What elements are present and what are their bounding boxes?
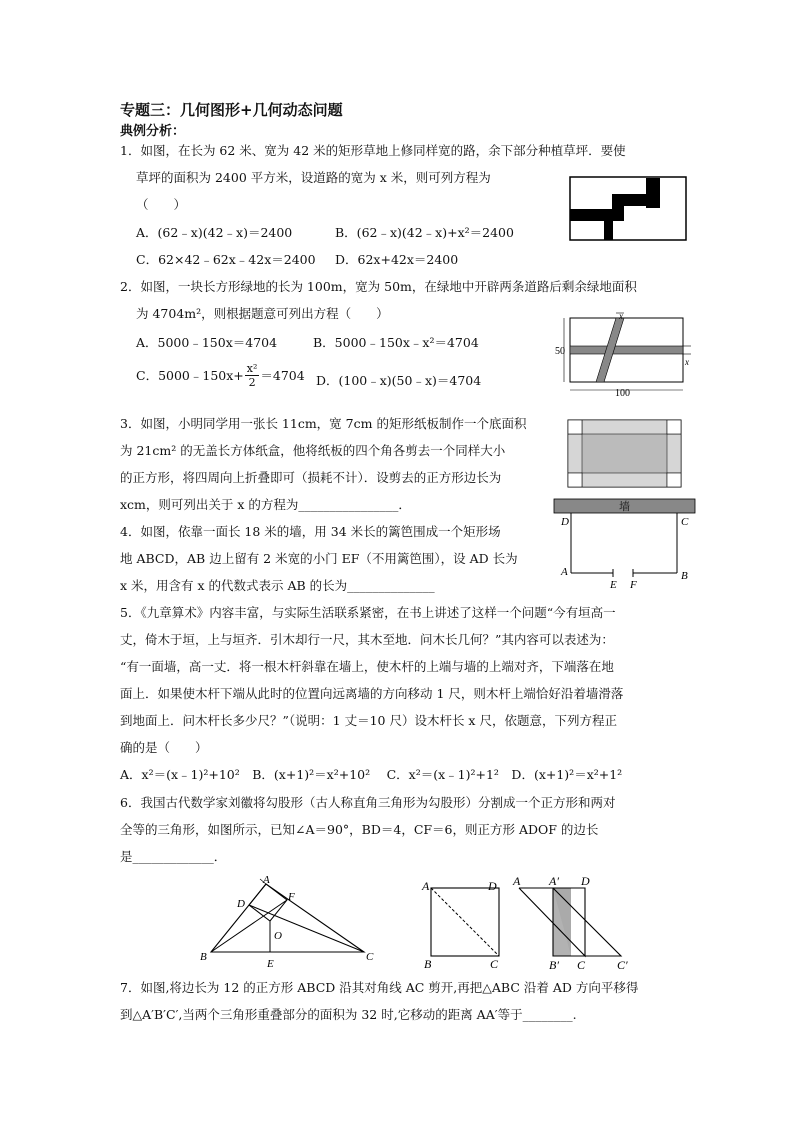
q7-fig2-label-a: A: [513, 874, 521, 888]
q4-line-3: x 米，用含有 x 的代数式表示 AB 的长为______________: [120, 578, 435, 593]
q5-line-6: 确的是（ ）: [120, 740, 208, 755]
q3-corner-cut-br: [667, 473, 681, 487]
q7-triangle-acd: [519, 888, 585, 956]
q4-label-b: B: [681, 570, 688, 582]
q7-fig2-label-b1: B′: [549, 958, 559, 970]
q7-diagonal-ac: [431, 888, 499, 956]
q1-option-b: B．(62﹣x)(42﹣x)+x²＝2400: [335, 225, 514, 240]
q2-road-figure: [553, 308, 695, 400]
q2-option-d: D．(100﹣x)(50﹣x)＝4704: [316, 373, 482, 388]
q4-label-a: A: [561, 566, 568, 578]
q6-square-adof: [249, 884, 287, 921]
q4-label-e: E: [610, 579, 617, 589]
q3-flap-left: [568, 434, 582, 473]
section-subtitle: 典例分析：: [120, 124, 186, 139]
q3-corner-cut-tr: [667, 420, 681, 434]
q6-line-2: 全等的三角形，如图所示，已知∠A＝90°，BD＝4，CF＝6，则正方形 ADOF 的边长: [120, 822, 599, 837]
q6-label-o: O: [274, 930, 282, 942]
q7-fig1-label-c: C: [490, 957, 499, 970]
q7-line-2: 到△A′B′C′,当两个三角形重叠部分的面积为 32 时,它移动的距离 AA′等于________.: [120, 1007, 577, 1022]
q1-option-c: C．62×42﹣62x﹣42x＝2400: [136, 252, 316, 267]
q4-label-f: F: [630, 579, 637, 589]
q1-option-a: A．(62﹣x)(42﹣x)＝2400: [136, 225, 293, 240]
q6-line-bf: [211, 900, 287, 952]
q2-fraction-numerator: x²: [246, 362, 258, 375]
q4-label-c: C: [681, 516, 689, 528]
page-title: 专题三：几何图形+几何动态问题: [120, 101, 343, 119]
q1-road-segment-1: [604, 209, 613, 240]
q7-line-1: 7．如图,将边长为 12 的正方形 ABCD 沿其对角线 AC 剪开,再把△ABC 沿着 AD 方向平移得: [120, 980, 639, 995]
q2-x-label-right: x: [685, 357, 689, 367]
q1-line-2: 草坪的面积为 2400 平方米，设道路的宽为 x 米，则可列方程为: [136, 170, 491, 185]
q3-line-2: 为 21cm² 的无盖长方体纸盒，他将纸板的四个角各剪去一个同样大小: [120, 443, 506, 458]
q7-fig2-label-d: D: [581, 874, 590, 888]
q2-option-c-fraction: [245, 362, 260, 389]
q2-line-2: 为 4704m²，则根据题意可列出方程（ ）: [136, 306, 389, 321]
q1-line-3: （ ）: [136, 197, 187, 212]
q6-line-3: 是_____________．: [120, 849, 227, 864]
q3-box-figure: [566, 418, 684, 490]
q3-base-area: [582, 434, 667, 473]
q2-x-label-top: x: [619, 311, 623, 321]
q7-fig2-label-a1: A′: [549, 874, 559, 888]
q2-option-b: B．5000﹣150x﹣x²＝4704: [313, 335, 479, 350]
q5-line-5: 到地面上．问木杆长多少尺？”（说明：1 丈＝10 尺）设木杆长 x 尺，依题意，下列方程正: [120, 713, 617, 728]
q2-width-label: 50: [555, 346, 565, 357]
q3-line-1: 3．如图，小明同学用一张长 11cm，宽 7cm 的矩形纸板制作一个底面积: [120, 416, 527, 431]
q6-label-f: F: [288, 891, 295, 903]
q2-length-label: 100: [615, 388, 630, 399]
q3-flap-bottom: [582, 473, 667, 487]
q4-label-d: D: [561, 516, 569, 528]
q3-corner-cut-bl: [568, 473, 582, 487]
q7-square-figure: [418, 872, 518, 970]
q1-road-figure: [568, 175, 690, 243]
q7-translation-figure: [505, 872, 635, 970]
q1-lawn-rect: [570, 177, 686, 240]
q2-option-c-prefix: C．5000﹣150x+: [136, 367, 244, 383]
q2-horizontal-road: [570, 346, 683, 354]
q6-line-1: 6．我国古代数学家刘徽将勾股形（古人称直角三角形为勾股形）分割成一个正方形和两对: [120, 795, 616, 810]
q6-label-b: B: [200, 951, 207, 963]
q6-label-e: E: [267, 958, 274, 970]
q4-fence-figure: [553, 497, 698, 589]
q1-option-d: D．62x+42x＝2400: [335, 252, 459, 267]
q5-line-4: 面上．如果使木杆下端从此时的位置向远离墙的方向移动 1 尺，则木杆上端恰好沿着墙滑落: [120, 686, 624, 701]
q2-fraction-denominator: 2: [248, 376, 256, 389]
q7-overlap-shade: [553, 888, 571, 956]
q7-fig1-label-b: B: [424, 957, 432, 970]
q4-line-1: 4．如图，依靠一面长 18 米的墙，用 34 米长的篱笆围成一个矩形场: [120, 524, 501, 539]
q4-line-2: 地 ABCD，AB 边上留有 2 米宽的小门 EF（不用篱笆围），设 AD 长为: [120, 551, 518, 566]
q6-triangle-figure: [192, 872, 382, 970]
q3-flap-right: [667, 434, 681, 473]
q1-line-1: 1．如图，在长为 62 米、宽为 42 米的矩形草地上修同样宽的路，余下部分种植草坪．要使: [120, 143, 626, 158]
q5-line-3: “有一面墙，高一丈．将一根木杆斜靠在墙上，使木杆的上端与墙的上端对齐，下端落在地: [120, 659, 614, 674]
q6-label-c: C: [366, 951, 374, 963]
q3-flap-top: [582, 420, 667, 434]
q7-fig1-label-d: D: [488, 879, 497, 893]
q3-line-3: 的正方形，将四周向上折叠即可（损耗不计）．设剪去的正方形边长为: [120, 470, 502, 485]
q3-corner-cut-tl: [568, 420, 582, 434]
q2-line-1: 2．如图，一块长方形绿地的长为 100m，宽为 50m，在绿地中开辟两条道路后剩余绿地面积: [120, 279, 637, 294]
q5-options: A．x²＝(x﹣1)²+10² B．(x+1)²＝x²+10² C．x²＝(x﹣1)²+1² D．(x+1)²＝x²+1²: [120, 767, 623, 782]
q7-fig1-label-a: A: [422, 879, 430, 893]
q7-fig2-label-c1: C′: [617, 958, 628, 970]
q2-option-c-suffix: ＝4704: [260, 367, 305, 383]
q7-fig2-label-c: C: [577, 958, 586, 970]
q6-label-d: D: [237, 898, 245, 910]
q4-wall-label: 墙: [619, 500, 630, 513]
q2-option-a: A．5000﹣150x＝4704: [136, 335, 278, 350]
q5-line-1: 5．《九章算术》内容丰富，与实际生活联系紧密，在书上讲述了这样一个问题“今有垣高一: [120, 605, 616, 620]
q5-line-2: 丈，倚木于垣，上与垣齐．引木却行一尺，其木至地．问木长几何？”其内容可以表述为：: [120, 632, 614, 647]
q1-road-segment-2: [646, 178, 660, 208]
q2-option-c: [136, 362, 305, 389]
q3-line-4: xcm，则可列出关于 x 的方程为________________．: [120, 497, 411, 512]
q6-label-a: A: [263, 874, 270, 886]
